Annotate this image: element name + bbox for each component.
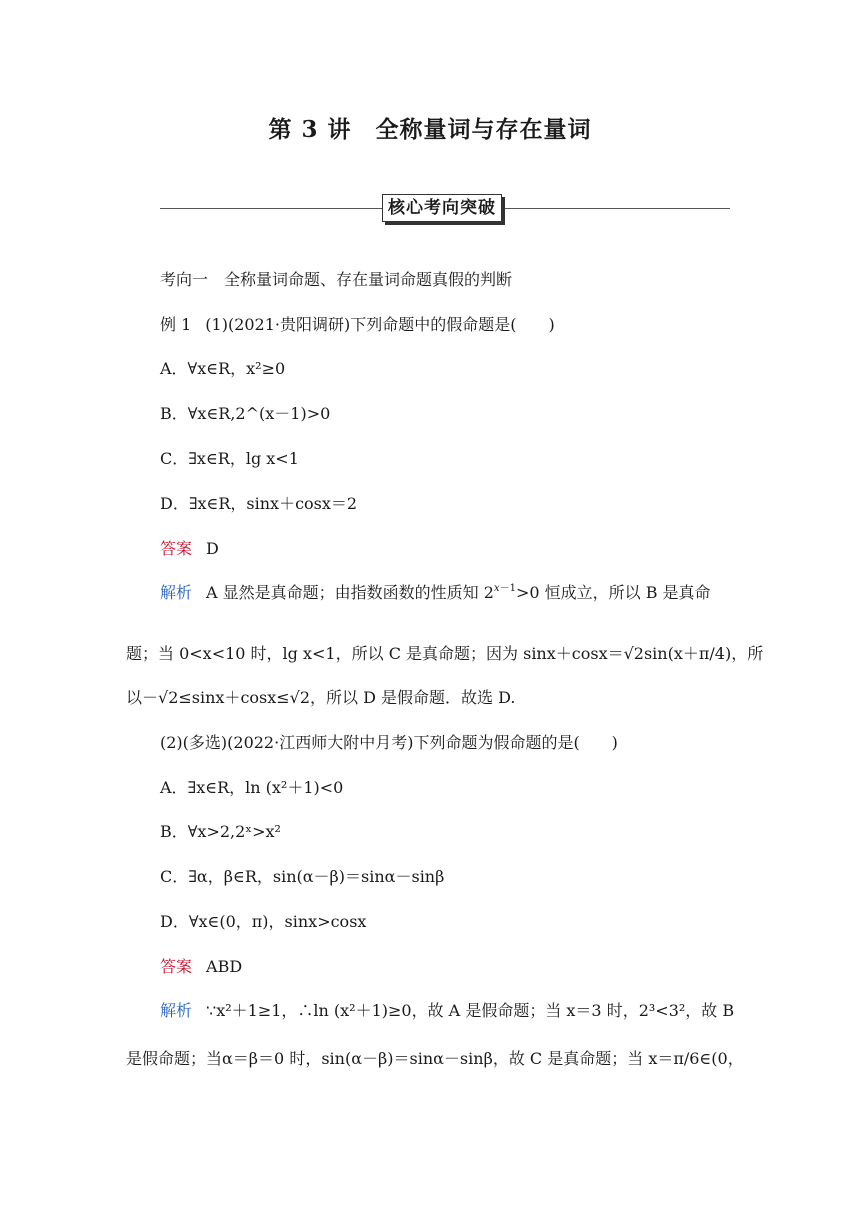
example2-option-d: D．∀x∈(0，π)，sinx>cosx <box>160 912 367 931</box>
analysis-text-1: A 显然是真命题；由指数函数的性质知 2 <box>206 583 494 602</box>
example2-option-a: A．∃x∈R，ln (x²＋1)<0 <box>160 778 344 797</box>
analysis-text-1: ∵x²＋1≥1，∴ln (x²＋1)≥0，故 A 是假命题；当 x＝3 时，2³<3²，故 B <box>206 1001 735 1020</box>
example1-analysis-line1 <box>160 581 711 605</box>
example2-option-c: C．∃α，β∈R，sin(α－β)＝sinα－sinβ <box>160 867 445 886</box>
exponent: x－1 <box>493 583 516 594</box>
analysis-label: 解析 <box>160 1001 193 1020</box>
section-divider-left <box>160 208 382 209</box>
example1-analysis-line2: 题；当 0<x<10 时，lg x<1，所以 C 是真命题；因为 sinx＋cosx＝√2sin(x＋π/4)，所 <box>126 644 764 663</box>
page-title: 第 3 讲 全称量词与存在量词 <box>268 116 592 143</box>
answer-label: 答案 <box>160 957 193 976</box>
section-tag: 核心考向突破 <box>382 194 502 222</box>
example2-answer <box>160 955 242 979</box>
example1-analysis-line3: 以－√2≤sinx＋cosx≤√2，所以 D 是假命题．故选 D. <box>126 688 516 707</box>
example1-option-b: B．∀x∈R,2^(x－1)>0 <box>160 404 331 423</box>
answer-value: ABD <box>206 957 243 976</box>
example1-question: (1)(2021·贵阳调研)下列命题中的假命题是( ) <box>205 315 555 334</box>
example1-option-c: C．∃x∈R，lg x<1 <box>160 449 299 468</box>
example1-answer <box>160 537 219 561</box>
example1-stem <box>160 313 555 337</box>
example2-option-b: B．∀x>2,2ˣ>x² <box>160 822 281 841</box>
direction-heading: 考向一 全称量词命题、存在量词命题真假的判断 <box>160 270 513 289</box>
example2-analysis-line1 <box>160 999 734 1023</box>
answer-value: D <box>206 539 219 558</box>
answer-label: 答案 <box>160 539 193 558</box>
example2-analysis-line2: 是假命题；当α＝β＝0 时，sin(α－β)＝sinα－sinβ，故 C 是真命题；当 x＝π/6∈(0， <box>126 1049 744 1068</box>
example-label: 例 1 <box>160 315 192 334</box>
example2-stem: (2)(多选)(2022·江西师大附中月考)下列命题为假命题的是( ) <box>160 733 618 752</box>
section-divider-right <box>503 208 730 209</box>
analysis-text-1b: >0 恒成立，所以 B 是真命 <box>515 583 711 602</box>
analysis-label: 解析 <box>160 583 193 602</box>
example1-option-a: A．∀x∈R，x²≥0 <box>160 359 286 378</box>
example1-option-d: D．∃x∈R，sinx＋cosx＝2 <box>160 494 358 513</box>
